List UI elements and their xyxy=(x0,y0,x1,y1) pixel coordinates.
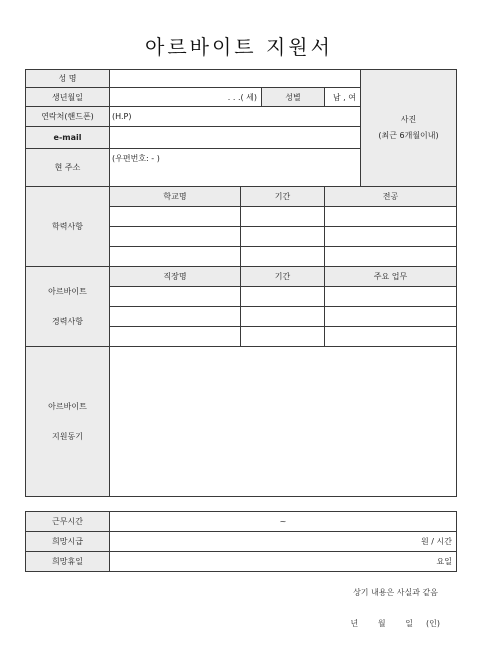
address-label: 현 주소 xyxy=(26,149,110,187)
career-cell[interactable] xyxy=(241,307,325,327)
career-header-period: 기간 xyxy=(241,267,325,287)
email-label: e-mail xyxy=(26,127,110,149)
education-cell[interactable] xyxy=(241,227,325,247)
gender-field[interactable]: 남 , 여 xyxy=(325,88,361,107)
career-cell[interactable] xyxy=(110,307,241,327)
education-cell[interactable] xyxy=(325,207,457,227)
education-cell[interactable] xyxy=(241,207,325,227)
motivation-label-line2: 지원동기 xyxy=(52,431,83,441)
wage-field[interactable]: 원 / 시간 xyxy=(110,532,457,552)
page-title: 아르바이트 지원서 xyxy=(145,35,333,59)
career-cell[interactable] xyxy=(241,327,325,347)
education-header-school: 학교명 xyxy=(110,187,241,207)
career-label-line1: 아르바이트 xyxy=(48,286,87,296)
career-label xyxy=(26,267,110,347)
contact-label: 연락처(핸드폰) xyxy=(26,107,110,127)
email-field[interactable] xyxy=(110,127,361,149)
career-label-line2: 경력사항 xyxy=(52,316,83,326)
conditions-table xyxy=(25,511,457,572)
education-cell[interactable] xyxy=(110,227,241,247)
career-cell[interactable] xyxy=(241,287,325,307)
name-label: 성 명 xyxy=(26,70,110,88)
work-hours-field[interactable]: ~ xyxy=(110,512,457,532)
contact-field[interactable]: (H.P) xyxy=(110,107,361,127)
motivation-label-line1: 아르바이트 xyxy=(48,401,87,411)
work-hours-label: 근무시간 xyxy=(26,512,110,532)
birth-field[interactable]: . . .( 세) xyxy=(110,88,262,107)
education-header-major: 전공 xyxy=(325,187,457,207)
education-cell[interactable] xyxy=(325,227,457,247)
education-label: 학력사항 xyxy=(26,187,110,267)
holiday-field[interactable]: 요일 xyxy=(110,552,457,572)
education-cell[interactable] xyxy=(110,247,241,267)
address-field[interactable]: (우편번호: - ) xyxy=(110,149,361,187)
career-cell[interactable] xyxy=(325,287,457,307)
career-cell[interactable] xyxy=(110,287,241,307)
date-signature-line: 년 월 일 (인) xyxy=(350,619,440,628)
gender-label: 성별 xyxy=(262,88,325,107)
holiday-label: 희망휴일 xyxy=(26,552,110,572)
application-form-table xyxy=(25,69,457,497)
confirmation-statement: 상기 내용은 사실과 같음 xyxy=(353,588,438,597)
wage-label: 희망시급 xyxy=(26,532,110,552)
education-cell[interactable] xyxy=(241,247,325,267)
career-header-workplace: 직장명 xyxy=(110,267,241,287)
career-cell[interactable] xyxy=(110,327,241,347)
education-cell[interactable] xyxy=(325,247,457,267)
career-header-duties: 주요 업무 xyxy=(325,267,457,287)
photo-box[interactable] xyxy=(361,70,457,187)
education-cell[interactable] xyxy=(110,207,241,227)
career-cell[interactable] xyxy=(325,327,457,347)
photo-label: 사진 xyxy=(400,115,417,124)
education-header-period: 기간 xyxy=(241,187,325,207)
career-cell[interactable] xyxy=(325,307,457,327)
motivation-label xyxy=(26,347,110,497)
name-field[interactable] xyxy=(110,70,361,88)
motivation-field[interactable] xyxy=(110,347,457,497)
birth-label: 생년월일 xyxy=(26,88,110,107)
photo-note: (최근 6개월이내) xyxy=(378,131,439,140)
